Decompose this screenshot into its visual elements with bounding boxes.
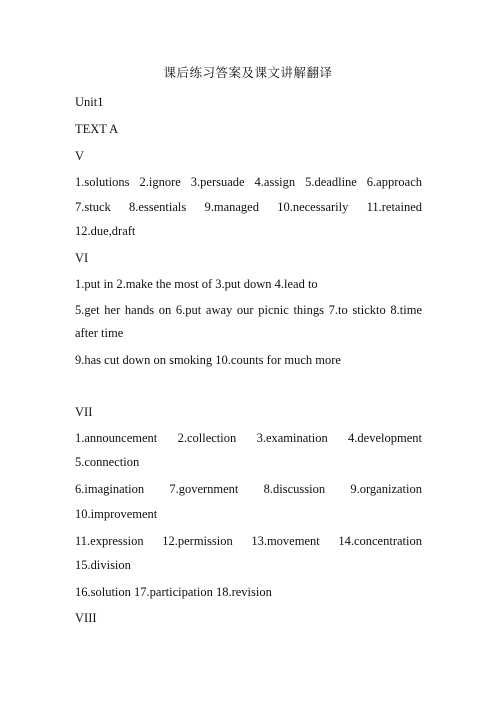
section-vii-line-1: 1.announcement 2.collection 3.examination 4.development xyxy=(75,431,422,445)
section-vii-line-4: 10.improvement xyxy=(75,507,158,521)
section-viii-heading: VIII xyxy=(75,611,97,625)
section-vii-line-5: 11.expression 12.permission 13.movement 14.concentration xyxy=(75,534,422,548)
unit-heading: Unit1 xyxy=(75,95,104,109)
section-v-line-3: 12.due,draft xyxy=(75,224,136,238)
section-vi-heading: VI xyxy=(75,251,89,265)
document-title: 课后练习答案及课文讲解翻译 xyxy=(163,66,333,80)
section-vii-line-2: 5.connection xyxy=(75,455,140,469)
section-vii-heading: VII xyxy=(75,405,93,419)
section-vii-line-7: 16.solution 17.participation 18.revision xyxy=(75,585,272,599)
section-vi-line-3: after time xyxy=(75,326,124,340)
section-vi-line-4: 9.has cut down on smoking 10.counts for much more xyxy=(75,353,341,367)
section-vi-line-2: 5.get her hands on 6.put away our picnic things 7.to stickto 8.time xyxy=(75,303,422,317)
section-v-line-1: 1.solutions 2.ignore 3.persuade 4.assign 5.deadline 6.approach xyxy=(75,175,422,189)
section-vi-line-1: 1.put in 2.make the most of 3.put down 4.lead to xyxy=(75,277,318,291)
section-vii-line-6: 15.division xyxy=(75,558,131,572)
text-heading: TEXT A xyxy=(75,122,119,136)
section-vii-line-3: 6.imagination 7.government 8.discussion 9.organization xyxy=(75,482,422,496)
section-v-heading: V xyxy=(75,149,85,163)
section-v-line-2: 7.stuck 8.essentials 9.managed 10.necessarily 11.retained xyxy=(75,200,422,214)
